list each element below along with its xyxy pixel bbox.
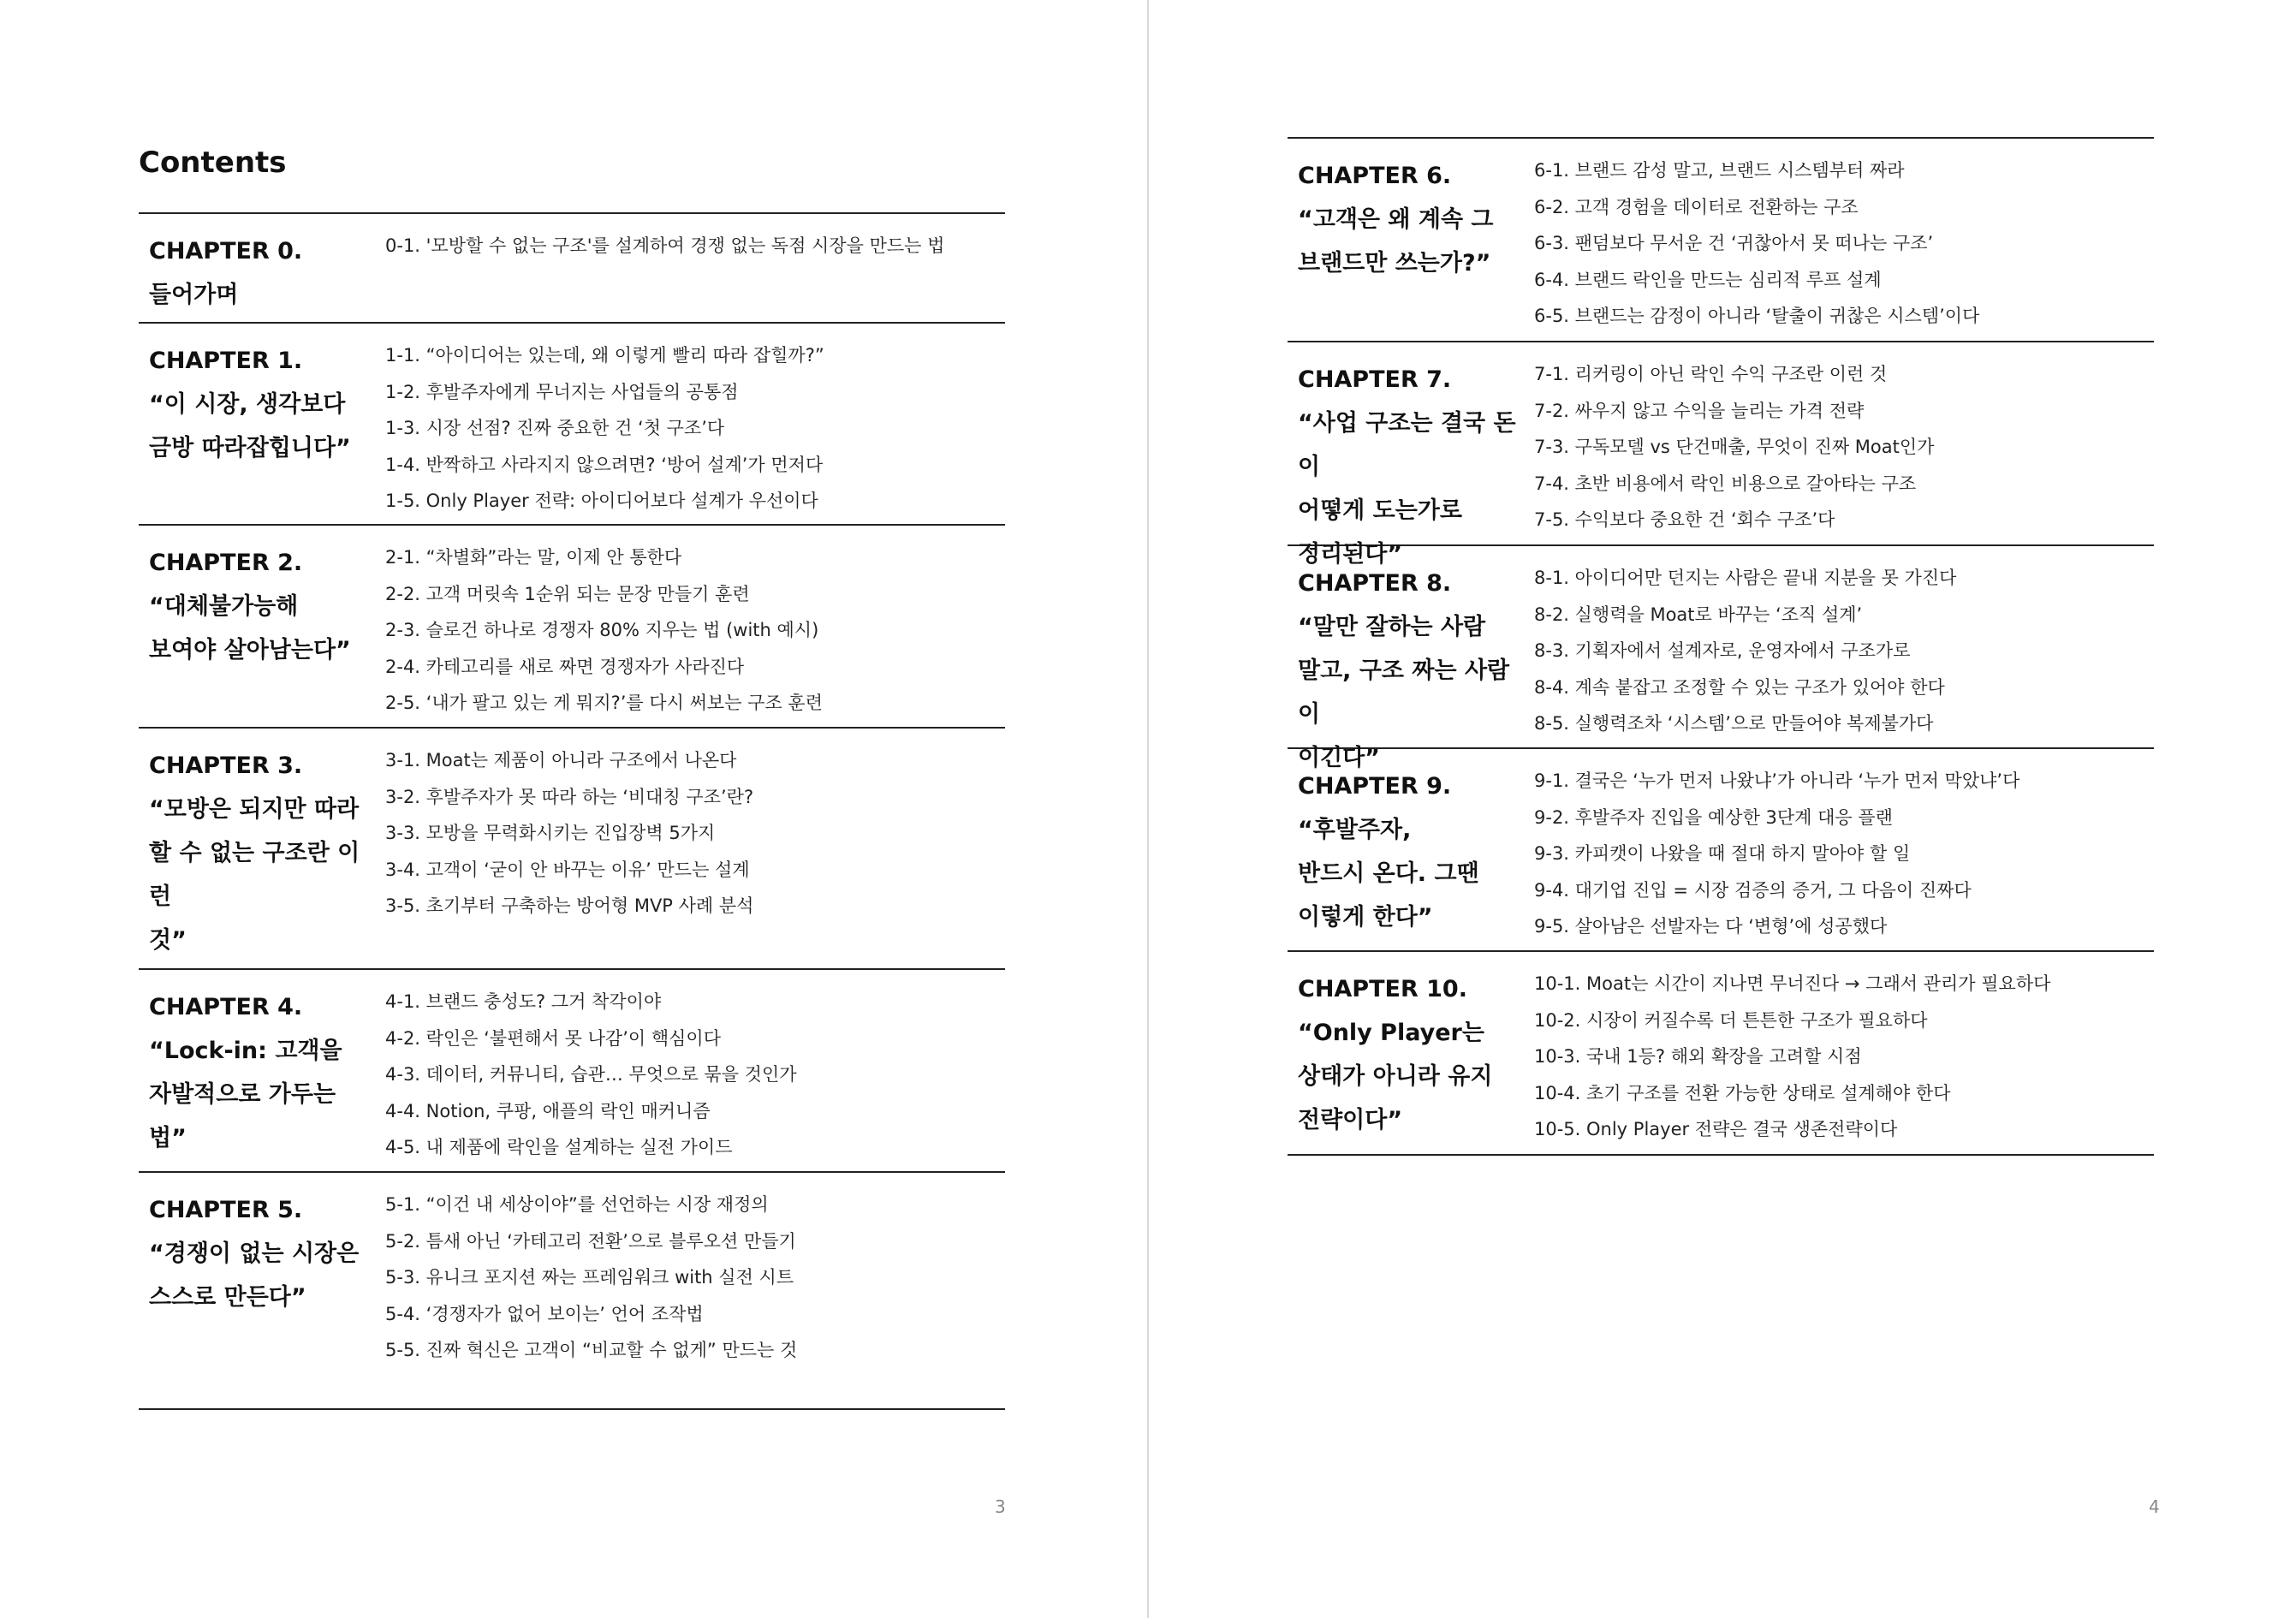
chapter-number: CHAPTER 2. (149, 550, 303, 576)
section-list (1517, 749, 2154, 950)
section-item: 6-1. 브랜드 감성 말고, 브랜드 시스템부터 짜라 (1534, 160, 1905, 181)
chapter-row-5 (139, 1173, 1005, 1410)
section-item: 4-1. 브랜드 충성도? 그거 착각이야 (385, 991, 662, 1012)
section-item: 7-1. 리커링이 아닌 락인 수익 구조란 이런 것 (1534, 364, 1888, 384)
section-list (1517, 952, 2154, 1154)
toc-table-right (1288, 137, 2154, 1156)
chapter-row-8 (1288, 546, 2154, 771)
section-item: 8-5. 실행력조차 ‘시스템’으로 만들어야 복제불가다 (1534, 713, 1934, 734)
section-item: 3-3. 모방을 무력화시키는 진입장벽 5가지 (385, 823, 716, 843)
chapter-heading (139, 214, 368, 322)
chapter-number: CHAPTER 8. (1298, 570, 1452, 597)
chapter-row-9 (1288, 749, 2154, 952)
section-list (1517, 139, 2154, 341)
chapter-title: “고객은 왜 계속 그 브랜드만 쓰는가?” (1298, 206, 1494, 277)
section-item: 8-3. 기획자에서 설계자로, 운영자에서 구조가로 (1534, 640, 1911, 661)
section-item: 7-2. 싸우지 않고 수익을 늘리는 가격 전략 (1534, 400, 1865, 421)
chapter-heading (139, 729, 368, 968)
chapter-title: “사업 구조는 결국 돈이 어떻게 도는가로 정리된다” (1298, 410, 1516, 568)
chapter-number: CHAPTER 6. (1298, 163, 1452, 189)
section-item: 10-3. 국내 1등? 해외 확장을 고려할 시점 (1534, 1046, 1862, 1067)
section-item: 6-4. 브랜드 락인을 만드는 심리적 루프 설계 (1534, 269, 1882, 290)
section-item: 2-3. 슬로건 하나로 경쟁자 80% 지우는 법 (with 예시) (385, 620, 819, 640)
section-list (1517, 546, 2154, 747)
chapter-heading (139, 970, 368, 1171)
chapter-heading (1288, 342, 1517, 568)
contents-heading: Contents (139, 146, 287, 180)
section-item: 2-1. “차별화”라는 말, 이제 안 통한다 (385, 547, 682, 568)
chapter-title: “이 시장, 생각보다 금방 따라잡힙니다” (149, 391, 351, 461)
chapter-title: “Lock-in: 고객을 자발적으로 가두는 법” (149, 1038, 342, 1151)
section-item: 0-1. '모방할 수 없는 구조'를 설계하여 경쟁 없는 독점 시장을 만드는 법 (385, 235, 945, 256)
chapter-row-2 (139, 526, 1005, 729)
section-item: 3-2. 후발주자가 못 따라 하는 ‘비대칭 구조’란? (385, 786, 754, 807)
section-list (368, 324, 1005, 524)
chapter-heading (139, 324, 368, 524)
section-item: 4-3. 데이터, 커뮤니티, 습관… 무엇으로 묶을 것인가 (385, 1064, 797, 1085)
section-item: 6-3. 팬덤보다 무서운 건 ‘귀찮아서 못 떠나는 구조’ (1534, 233, 1934, 253)
chapter-title: “대체불가능해 보여야 살아남는다” (149, 593, 351, 663)
section-item: 9-5. 살아남은 선발자는 다 ‘변형’에 성공했다 (1534, 916, 1888, 937)
section-item: 7-4. 초반 비용에서 락인 비용으로 갈아타는 구조 (1534, 473, 1917, 494)
section-item: 9-3. 카피캣이 나왔을 때 절대 하지 말아야 할 일 (1534, 843, 1911, 864)
section-item: 4-5. 내 제품에 락인을 설계하는 실전 가이드 (385, 1137, 733, 1157)
chapter-number: CHAPTER 9. (1298, 773, 1452, 800)
section-list (368, 970, 1005, 1171)
chapter-title: “Only Player는 상태가 아니라 유지 전략이다” (1298, 1020, 1493, 1133)
chapter-title: “말만 잘하는 사람 말고, 구조 짜는 사람이 이긴다” (1298, 614, 1510, 771)
section-item: 4-2. 락인은 ‘불편해서 못 나감’이 핵심이다 (385, 1027, 721, 1049)
section-item: 2-5. ‘내가 팔고 있는 게 뭐지?’를 다시 써보는 구조 훈련 (385, 693, 823, 713)
section-item: 8-1. 아이디어만 던지는 사람은 끝내 지분을 못 가진다 (1534, 568, 1957, 588)
chapter-heading (1288, 139, 1517, 341)
section-item: 5-5. 진짜 혁신은 고객이 “비교할 수 없게” 만드는 것 (385, 1340, 798, 1360)
chapter-row-1 (139, 324, 1005, 526)
page-number: 4 (2149, 1496, 2160, 1517)
section-item: 6-2. 고객 경험을 데이터로 전환하는 구조 (1534, 196, 1859, 217)
toc-table-left (139, 212, 1005, 1410)
section-item: 10-4. 초기 구조를 전환 가능한 상태로 설계해야 한다 (1534, 1082, 1951, 1103)
chapter-row-7 (1288, 342, 2154, 568)
section-item: 7-3. 구독모델 vs 단건매출, 무엇이 진짜 Moat인가 (1534, 437, 1935, 457)
section-list (368, 729, 1005, 968)
chapter-heading (139, 1173, 368, 1408)
section-item: 8-4. 계속 붙잡고 조정할 수 있는 구조가 있어야 한다 (1534, 676, 1945, 698)
page-number: 3 (995, 1496, 1006, 1517)
section-item: 10-2. 시장이 커질수록 더 튼튼한 구조가 필요하다 (1534, 1009, 1928, 1031)
chapter-heading (1288, 546, 1517, 771)
section-item: 10-1. Moat는 시간이 지나면 무너진다 → 그래서 관리가 필요하다 (1534, 973, 2051, 994)
chapter-heading (1288, 952, 1517, 1154)
chapter-title: “후발주자, 반드시 온다. 그땐 이렇게 한다” (1298, 817, 1479, 931)
section-item: 5-1. “이건 내 세상이야”를 선언하는 시장 재정의 (385, 1194, 769, 1215)
section-item: 8-2. 실행력을 Moat로 바꾸는 ‘조직 설계’ (1534, 604, 1863, 625)
chapter-number: CHAPTER 10. (1298, 976, 1467, 1002)
section-item: 5-3. 유니크 포지션 짜는 프레임워크 with 실전 시트 (385, 1267, 794, 1288)
section-item: 3-5. 초기부터 구축하는 방어형 MVP 사례 분석 (385, 895, 754, 916)
chapter-number: CHAPTER 4. (149, 994, 303, 1020)
chapter-number: CHAPTER 7. (1298, 366, 1452, 393)
right-page (1149, 0, 2296, 1618)
section-item: 9-1. 결국은 ‘누가 먼저 나왔냐’가 아니라 ‘누가 먼저 막았냐’다 (1534, 770, 2020, 791)
section-list (368, 526, 1005, 727)
section-item: 9-2. 후발주자 진입을 예상한 3단계 대응 플랜 (1534, 806, 1893, 828)
chapter-title: “모방은 되지만 따라 할 수 없는 구조란 이런 것” (149, 796, 360, 954)
section-item: 1-3. 시장 선점? 진짜 중요한 건 ‘첫 구조’다 (385, 418, 725, 438)
section-item: 2-4. 카테고리를 새로 짜면 경쟁자가 사라진다 (385, 656, 745, 677)
section-item: 10-5. Only Player 전략은 결국 생존전략이다 (1534, 1119, 1898, 1139)
chapter-row-10 (1288, 952, 2154, 1156)
left-page (0, 0, 1147, 1618)
section-list (1517, 342, 2154, 544)
chapter-row-4 (139, 970, 1005, 1173)
chapter-heading (139, 526, 368, 727)
chapter-number: CHAPTER 3. (149, 752, 303, 779)
chapter-number: CHAPTER 0. (149, 238, 303, 265)
chapter-heading (1288, 749, 1517, 950)
section-item: 1-1. “아이디어는 있는데, 왜 이렇게 빨리 따라 잡힐까?” (385, 345, 824, 366)
chapter-row-6 (1288, 139, 2154, 342)
section-item: 3-1. Moat는 제품이 아니라 구조에서 나온다 (385, 750, 737, 770)
section-list (368, 1173, 1005, 1408)
section-item: 5-4. ‘경쟁자가 없어 보이는’ 언어 조작법 (385, 1303, 704, 1324)
chapter-number: CHAPTER 1. (149, 348, 303, 374)
section-item: 1-2. 후발주자에게 무너지는 사업들의 공통점 (385, 381, 739, 402)
section-item: 7-5. 수익보다 중요한 건 ‘회수 구조’다 (1534, 509, 1835, 530)
chapter-title: 들어가며 (149, 282, 239, 308)
section-item: 1-5. Only Player 전략: 아이디어보다 설계가 우선이다 (385, 491, 818, 511)
section-item: 6-5. 브랜드는 감정이 아니라 ‘탈출이 귀찮은 시스템’이다 (1534, 306, 1980, 326)
section-item: 5-2. 틈새 아닌 ‘카테고리 전환’으로 블루오션 만들기 (385, 1230, 796, 1252)
section-item: 3-4. 고객이 ‘굳이 안 바꾸는 이유’ 만드는 설계 (385, 859, 750, 880)
section-item: 1-4. 반짝하고 사라지지 않으려면? ‘방어 설계’가 먼저다 (385, 454, 824, 475)
chapter-row-0 (139, 214, 1005, 324)
section-item: 9-4. 대기업 진입 = 시장 검증의 증거, 그 다음이 진짜다 (1534, 879, 1972, 901)
chapter-row-3 (139, 729, 1005, 970)
section-item: 2-2. 고객 머릿속 1순위 되는 문장 만들기 훈련 (385, 583, 750, 604)
chapter-number: CHAPTER 5. (149, 1197, 303, 1223)
section-item: 4-4. Notion, 쿠팡, 애플의 락인 매커니즘 (385, 1100, 711, 1121)
section-list (368, 214, 1005, 322)
chapter-title: “경쟁이 없는 시장은 스스로 만든다” (149, 1240, 360, 1311)
